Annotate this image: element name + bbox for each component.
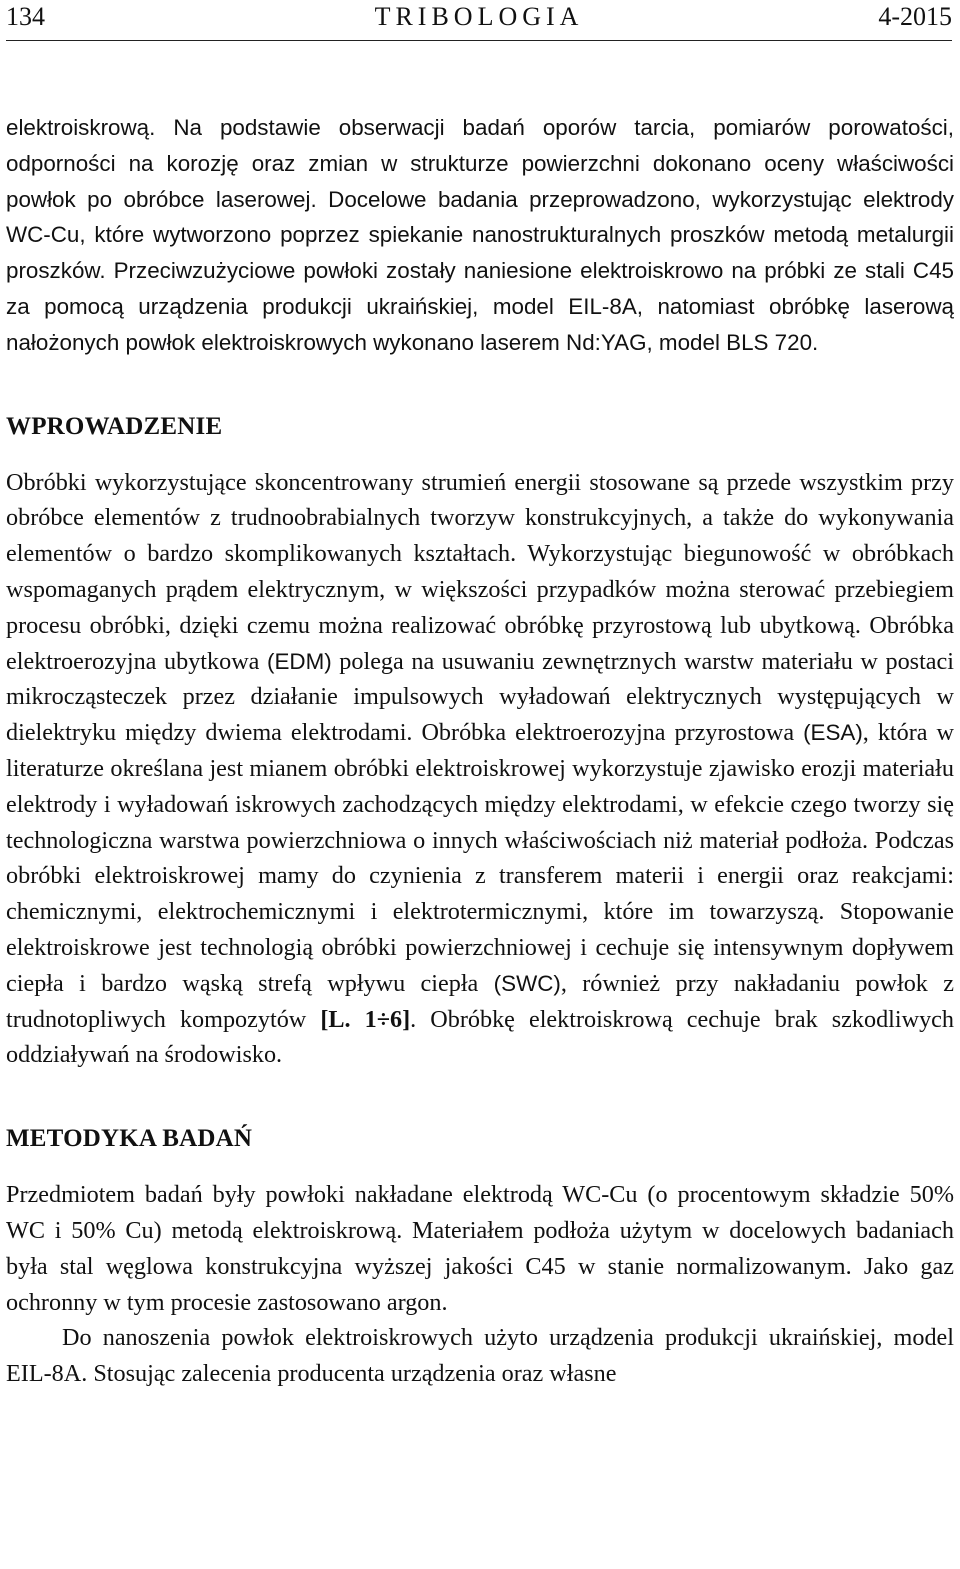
page-body [6,110,954,1392]
intro-text-5: . Obróbkę elektroiskrową cechuje brak szkodliwych oddziaływań na środowisko. [6,1005,954,1069]
spacer [6,1073,954,1121]
running-header [6,0,952,41]
intro-abbrev-swc: (SWC) [493,970,561,996]
intro-text-1: Obróbki wykorzystujące skoncentrowany strumień energii stosowane są przede wszystkim przy obróbce elementów z trudnoobrabialnych tworzyw konstrukcyjnych, a także do wykonywania elementów o bardzo skomplikowanych kształtach. Wykorzystując biegunowość w obróbkach wspomaganych prądem elektrycznym, w większości przypadków można sterować przebiegiem procesu obróbki, dzięki czemu można realizować obróbkę przyrostową lub ubytkową. Obróbka elektroerozyjna ubytkowa [6,468,954,675]
citation-reference: [L. 1÷6] [320,1005,411,1033]
abstract-sentence-1: elektroiskrową. Na podstawie obserwacji badań oporów tarcia, pomiarów porowatości, odporności na korozję oraz zmian w strukturze powierzchni dokonano oceny właściwości powłok po obróbce laserowej. [6,115,954,212]
spacer [6,361,954,409]
methods-paragraph-1: Przedmiotem badań były powłoki nakładane elektrodą WC-Cu (o procentowym składzie 50% WC i 50% Cu) metodą elektroiskrową. Materiałem podłoża użytym w docelowych badaniach była stal węglowa konstrukcyjna wyższej jakości C45 w stanie normalizowanym. Jako gaz ochronny w tym procesie zastosowano argon. [6,1181,954,1316]
methods-paragraph-2: Do nanoszenia powłok elektroiskrowych użyto urządzenia produkcji ukraińskiej, model EIL-8A. Stosując zalecenia producenta urządzenia oraz własne [6,1324,954,1388]
journal-title: TRIBOLOGIA [374,2,584,31]
introduction-paragraph [6,465,954,1074]
section-heading-introduction: WPROWADZENIE [6,412,223,440]
intro-abbrev-esa: (ESA) [803,720,863,746]
page-number: 134 [6,2,45,31]
intro-text-4: , również przy nakładaniu powłok z trudnotopliwych kompozytów [6,969,954,1033]
section-heading-methods: METODYKA BADAŃ [6,1125,253,1153]
intro-text-3: , która w literaturze określana jest mianem obróbki elektroiskrowej wykorzystuje zjawisko erozji materiału elektrody i wyładowań iskrowych zachodzących między elektrodami, w efekcie czego tworzy się technologiczna warstwa powierzchniowa o innych właściwościach niż materiał podłoża. Podczas obróbki elektroiskrowej mamy do czynienia z transferem materii i energii oraz reakcjami: chemicznymi, elektrochemicznymi i elektrotermicznymi, które im towarzyszą. Stopowanie elektroiskrowe jest technologią obróbki powierzchniowej i cechuje się intensywnym dopływem ciepła i bardzo wąską strefą wpływu ciepła [6,719,954,997]
intro-text-2: polega na usuwaniu zewnętrznych warstw materiału w postaci mikrocząsteczek przez działanie impulsowych wyładowań elektrycznych występujących w dielektryku między dwiema elektrodami. Obróbka elektroerozyjna przyrostowa [6,647,954,747]
issue-number: 4-2015 [878,2,952,31]
spacer [6,1157,954,1177]
spacer [6,445,954,465]
abstract-sentence-2: Docelowe badania przeprowadzono, wykorzystując elektrody WC-Cu, które wytworzono poprzez spiekanie nanostrukturalnych proszków metodą metalurgii proszków. Przeciwzużyciowe powłoki zostały naniesione elektroiskrowo na próbki ze stali C45 za pomocą urządzenia produkcji ukraińskiej, model EIL-8A, natomiast obróbkę laserową nałożonych powłok elektroiskrowych wykonano laserem Nd:YAG, model BLS 720. [6,186,954,355]
intro-abbrev-edm: (EDM) [267,648,332,674]
abstract-paragraph [6,110,954,361]
